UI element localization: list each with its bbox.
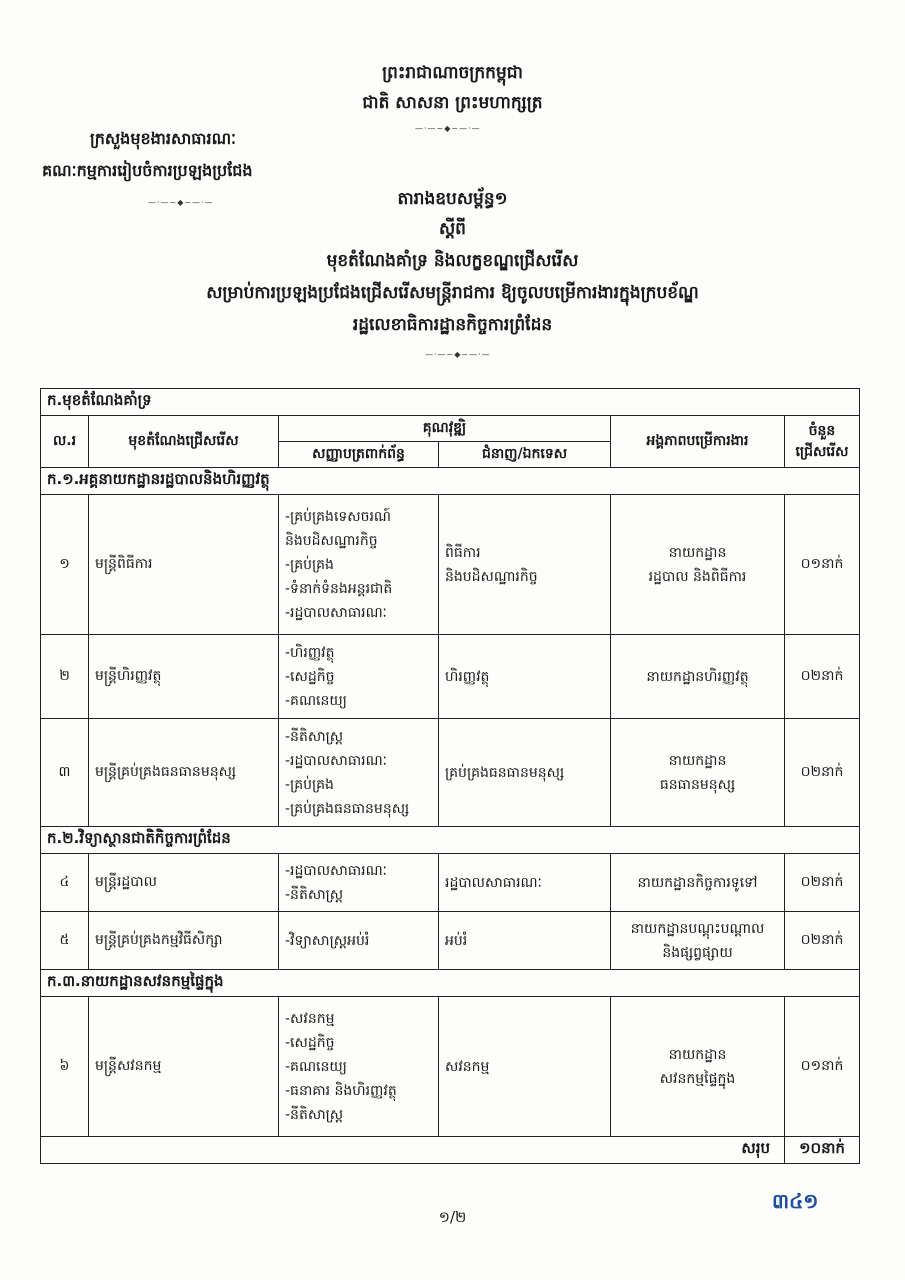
header-count-line2: ជ្រើសរើស (795, 443, 849, 460)
total-row (41, 1137, 860, 1164)
degree-item: -គណនេយ្យ (285, 1058, 347, 1075)
degree-item: -សវនកម្ម (285, 1010, 335, 1027)
unit-line: នាយកដ្ឋាន (668, 752, 727, 769)
row-degrees (279, 635, 439, 719)
major-line: សវនកម្ម (445, 1058, 490, 1075)
row-count: ០១នាក់ (785, 997, 860, 1137)
major-line: និងបដិសណ្ឋារកិច្ច (445, 568, 538, 585)
major-line: ពិធីការ (445, 544, 481, 561)
row-degrees (279, 912, 439, 970)
row-position: មន្ត្រីគ្រប់គ្រងធនធានមនុស្ស (89, 719, 279, 827)
row-number: ៦ (41, 997, 89, 1137)
row-unit (611, 635, 785, 719)
unit-line: នាយកដ្ឋានកិច្ចការទូទៅ (637, 874, 758, 891)
row-count: ០២នាក់ (785, 854, 860, 912)
unit-line: ធនធានមនុស្ស (659, 776, 736, 793)
row-number: ៥ (41, 912, 89, 970)
row-major (439, 635, 611, 719)
row-position: មន្ត្រីគ្រប់គ្រងកម្មវិធីសិក្សា (89, 912, 279, 970)
row-major (439, 719, 611, 827)
section-2-label: ក.២.វិទ្យាស្ថានជាតិកិច្ចការព្រំដែន (41, 827, 860, 854)
row-number: ២ (41, 635, 89, 719)
row-count: ០១នាក់ (785, 495, 860, 635)
unit-line: រដ្ឋបាល និងពិធីការ (648, 568, 747, 585)
degree-item: -គ្រប់គ្រងទេសចរណ៍ (285, 508, 392, 525)
section-main-row (41, 389, 860, 416)
positions-table (40, 388, 860, 1164)
header-degree: សញ្ញាបត្រពាក់ព័ន្ធ (279, 442, 439, 468)
row-major (439, 912, 611, 970)
row-count: ០២នាក់ (785, 719, 860, 827)
section-3-row (41, 970, 860, 997)
row-major (439, 997, 611, 1137)
row-unit (611, 854, 785, 912)
header-major: ជំនាញ/ឯកទេស (439, 442, 611, 468)
header-unit: អង្គភាពបម្រើការងារ (611, 416, 785, 468)
header-count-line1: ចំនួន (808, 422, 836, 439)
major-line: រដ្ឋបាលសាធារណៈ (445, 874, 542, 891)
motto-divider: —·—~◆~—·— (415, 124, 481, 133)
row-number: ៣ (41, 719, 89, 827)
row-major (439, 495, 611, 635)
unit-line: នាយកដ្ឋាន (668, 544, 727, 561)
row-degrees (279, 854, 439, 912)
degree-item: -នីតិសាស្ត្រ (285, 886, 344, 903)
section-1-label: ក.១.អគ្គនាយកដ្ឋានរដ្ឋបាលនិងហិរញ្ញវត្ថុ (41, 468, 860, 495)
row-degrees (279, 719, 439, 827)
row-degrees (279, 495, 439, 635)
section-2-row (41, 827, 860, 854)
unit-line: នាយកដ្ឋាន (668, 1046, 727, 1063)
degree-item: -រដ្ឋបាលសាធារណៈ (285, 752, 387, 769)
degree-item: -គ្រប់គ្រង (285, 556, 334, 573)
row-unit (611, 997, 785, 1137)
title-divider: —·—~◆~—·— (425, 350, 491, 359)
table-row (41, 854, 860, 912)
about-label: ស្តីពី (439, 219, 466, 239)
handwritten-mark: ៣៤១ (772, 1189, 819, 1213)
section-main-label: ក.មុខតំណែងគាំទ្រ (41, 389, 860, 416)
degree-item: -គ្រប់គ្រង (285, 776, 334, 793)
row-unit (611, 719, 785, 827)
major-line: ហិរញ្ញវត្ថុ (445, 668, 490, 685)
header-count (785, 416, 860, 468)
table-row (41, 635, 860, 719)
row-position: មន្ត្រីសវនកម្ម (89, 997, 279, 1137)
table-row (41, 997, 860, 1137)
document-title-2: សម្រាប់ការប្រឡងប្រជែងជ្រើសរើសមន្ត្រីរាជការ ឱ្យចូលបម្រើការងារក្នុងក្របខ័ណ្ឌ (206, 283, 699, 303)
committee-name: គណៈកម្មការរៀបចំការប្រឡងប្រជែង (42, 161, 253, 180)
degree-item: -វិទ្យាសាស្ត្រអប់រំ (285, 932, 370, 949)
header-qualification: គុណវុឌ្ឍិ (279, 416, 611, 442)
national-motto: ជាតិ សាសនា ព្រះមហាក្សត្រ (362, 93, 543, 113)
degree-item: -នីតិសាស្ត្រ (285, 728, 344, 745)
row-unit (611, 495, 785, 635)
total-value: ១០នាក់ (785, 1137, 860, 1164)
section-1-row (41, 468, 860, 495)
degree-item: -រដ្ឋបាលសាធារណៈ (285, 862, 387, 879)
kingdom-title: ព្រះរាជាណាចក្រកម្ពុជា (382, 63, 523, 83)
degree-item: និងបដិសណ្ឋារកិច្ច (285, 532, 378, 549)
table-header-row-1 (41, 416, 860, 442)
row-number: ៤ (41, 854, 89, 912)
unit-line: សវនកម្មផ្ទៃក្នុង (659, 1070, 736, 1087)
row-count: ០២នាក់ (785, 912, 860, 970)
row-position: មន្ត្រីរដ្ឋបាល (89, 854, 279, 912)
degree-item: -គណនេយ្យ (285, 692, 347, 709)
row-position: មន្ត្រីហិរញ្ញវត្ថុ (89, 635, 279, 719)
degree-item: -ហិរញ្ញវត្ថុ (285, 644, 335, 661)
ministry-name: ក្រសួងមុខងារសាធារណៈ (90, 129, 236, 148)
section-3-label: ក.៣.នាយកដ្ឋានសវនកម្មផ្ទៃក្នុង (41, 970, 860, 997)
unit-line: នាយកដ្ឋានហិរញ្ញវត្ថុ (646, 668, 749, 685)
committee-divider: —·—~◆~—·— (148, 198, 214, 207)
major-line: អប់រំ (445, 932, 468, 949)
major-line: គ្រប់គ្រងធនធានមនុស្ស (445, 764, 565, 781)
page-number: ១/២ (438, 1208, 467, 1226)
row-degrees (279, 997, 439, 1137)
document-title-1: មុខតំណែងគាំទ្រ និងលក្ខខណ្ឌជ្រើសរើស (326, 251, 579, 271)
row-count: ០២នាក់ (785, 635, 860, 719)
unit-line: និងផ្សព្វផ្សាយ (662, 944, 733, 961)
degree-item: -សេដ្ឋកិច្ច (285, 1034, 335, 1051)
annex-title: តារាងឧបសម្ព័ន្ធ១ (397, 189, 508, 209)
degree-item: -គ្រប់គ្រងធនធានមនុស្ស (285, 800, 410, 817)
table-row (41, 719, 860, 827)
degree-item: -នីតិសាស្ត្រ (285, 1106, 344, 1123)
degree-item: -រដ្ឋបាលសាធារណៈ (285, 604, 387, 621)
table-row (41, 495, 860, 635)
degree-item: -ធនាគារ និងហិរញ្ញវត្ថុ (285, 1082, 397, 1099)
degree-item: -សេដ្ឋកិច្ច (285, 668, 335, 685)
total-label: សរុប (41, 1137, 785, 1164)
header-no: ល.រ (41, 416, 89, 468)
row-major (439, 854, 611, 912)
header-position: មុខតំណែងជ្រើសរើស (89, 416, 279, 468)
row-number: ១ (41, 495, 89, 635)
unit-line: នាយកដ្ឋានបណ្តុះបណ្តាល (630, 920, 765, 937)
document-title-3: រដ្ឋលេខាធិការដ្ឋានកិច្ចការព្រំដែន (352, 315, 553, 335)
row-position: មន្ត្រីពិធីការ (89, 495, 279, 635)
row-unit (611, 912, 785, 970)
table-row (41, 912, 860, 970)
degree-item: -ទំនាក់ទំនងអន្តរជាតិ (285, 580, 393, 597)
